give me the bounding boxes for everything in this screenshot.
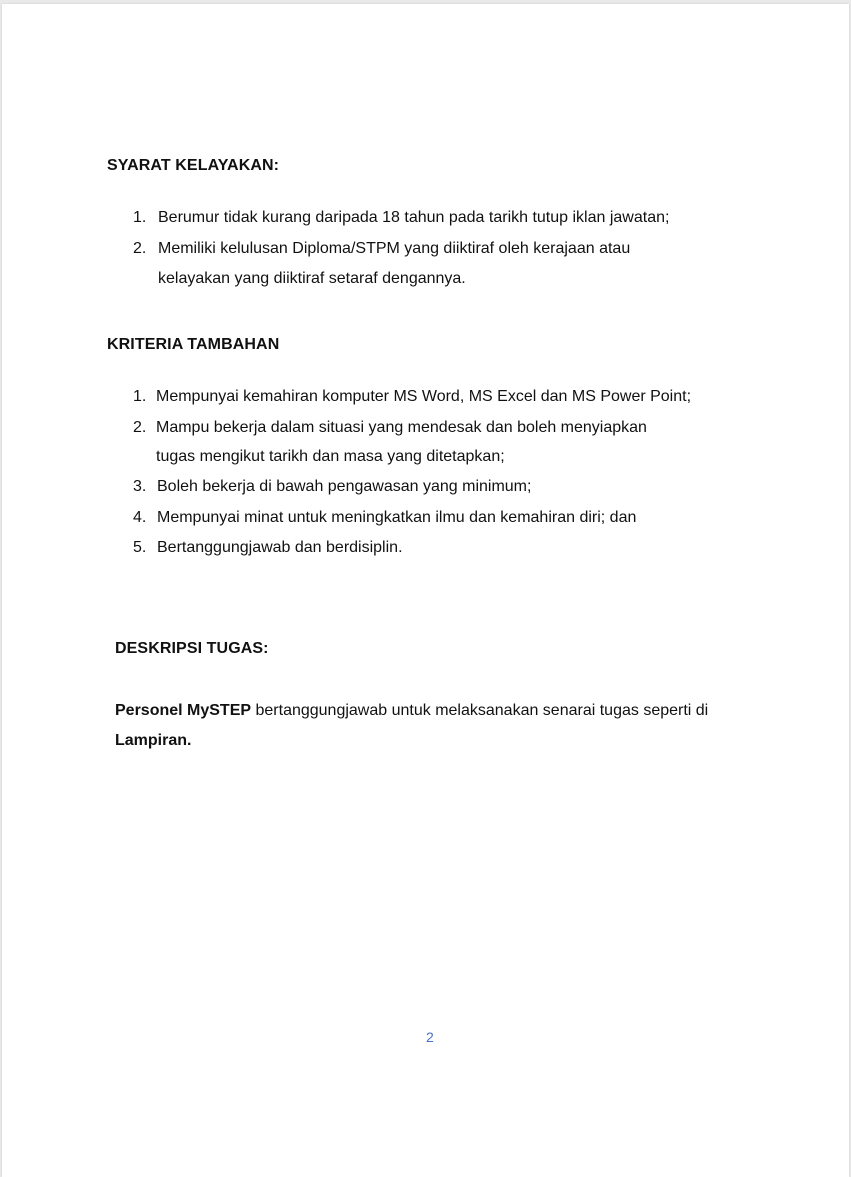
list-item-number: 4.: [133, 509, 147, 526]
list-item-number: 3.: [133, 478, 147, 495]
section-heading-deskripsi-tugas: DESKRIPSI TUGAS:: [115, 640, 269, 657]
list-item-text: Mempunyai kemahiran komputer MS Word, MS Excel dan MS Power Point;: [156, 388, 692, 405]
list-item-number: 1.: [133, 388, 147, 405]
deskripsi-paragraph: [115, 696, 708, 756]
section-heading-kriteria-tambahan: KRITERIA TAMBAHAN: [107, 336, 280, 353]
list-item-text: Memiliki kelulusan Diploma/STPM yang diiktiraf oleh kerajaan atau: [158, 240, 631, 257]
list-item-text: Bertanggungjawab dan berdisiplin.: [157, 539, 403, 556]
list-item-number: 1.: [133, 209, 147, 226]
list-item-text: Berumur tidak kurang daripada 18 tahun pada tarikh tutup iklan jawatan;: [158, 209, 670, 226]
list-item-text-continuation: kelayakan yang diiktiraf setaraf dengannya.: [158, 270, 466, 287]
list-item-text-continuation: tugas mengikut tarikh dan masa yang ditetapkan;: [156, 448, 505, 465]
deskripsi-text: bertanggungjawab untuk melaksanakan senarai tugas seperti di: [251, 702, 709, 719]
section-heading-syarat-kelayakan: SYARAT KELAYAKAN:: [107, 157, 280, 174]
list-item-text: Boleh bekerja di bawah pengawasan yang minimum;: [157, 478, 532, 495]
deskripsi-bold-lampiran: Lampiran.: [115, 732, 192, 749]
page-number: 2: [426, 1029, 434, 1045]
list-item-number: 2.: [133, 419, 147, 436]
deskripsi-bold-role: Personel MySTEP: [115, 702, 252, 719]
list-item-text: Mampu bekerja dalam situasi yang mendesak dan boleh menyiapkan: [156, 419, 647, 436]
list-item-text: Mempunyai minat untuk meningkatkan ilmu dan kemahiran diri; dan: [157, 509, 637, 526]
list-item-number: 2.: [133, 240, 147, 257]
list-item-number: 5.: [133, 539, 147, 556]
document-page: [2, 4, 849, 1177]
